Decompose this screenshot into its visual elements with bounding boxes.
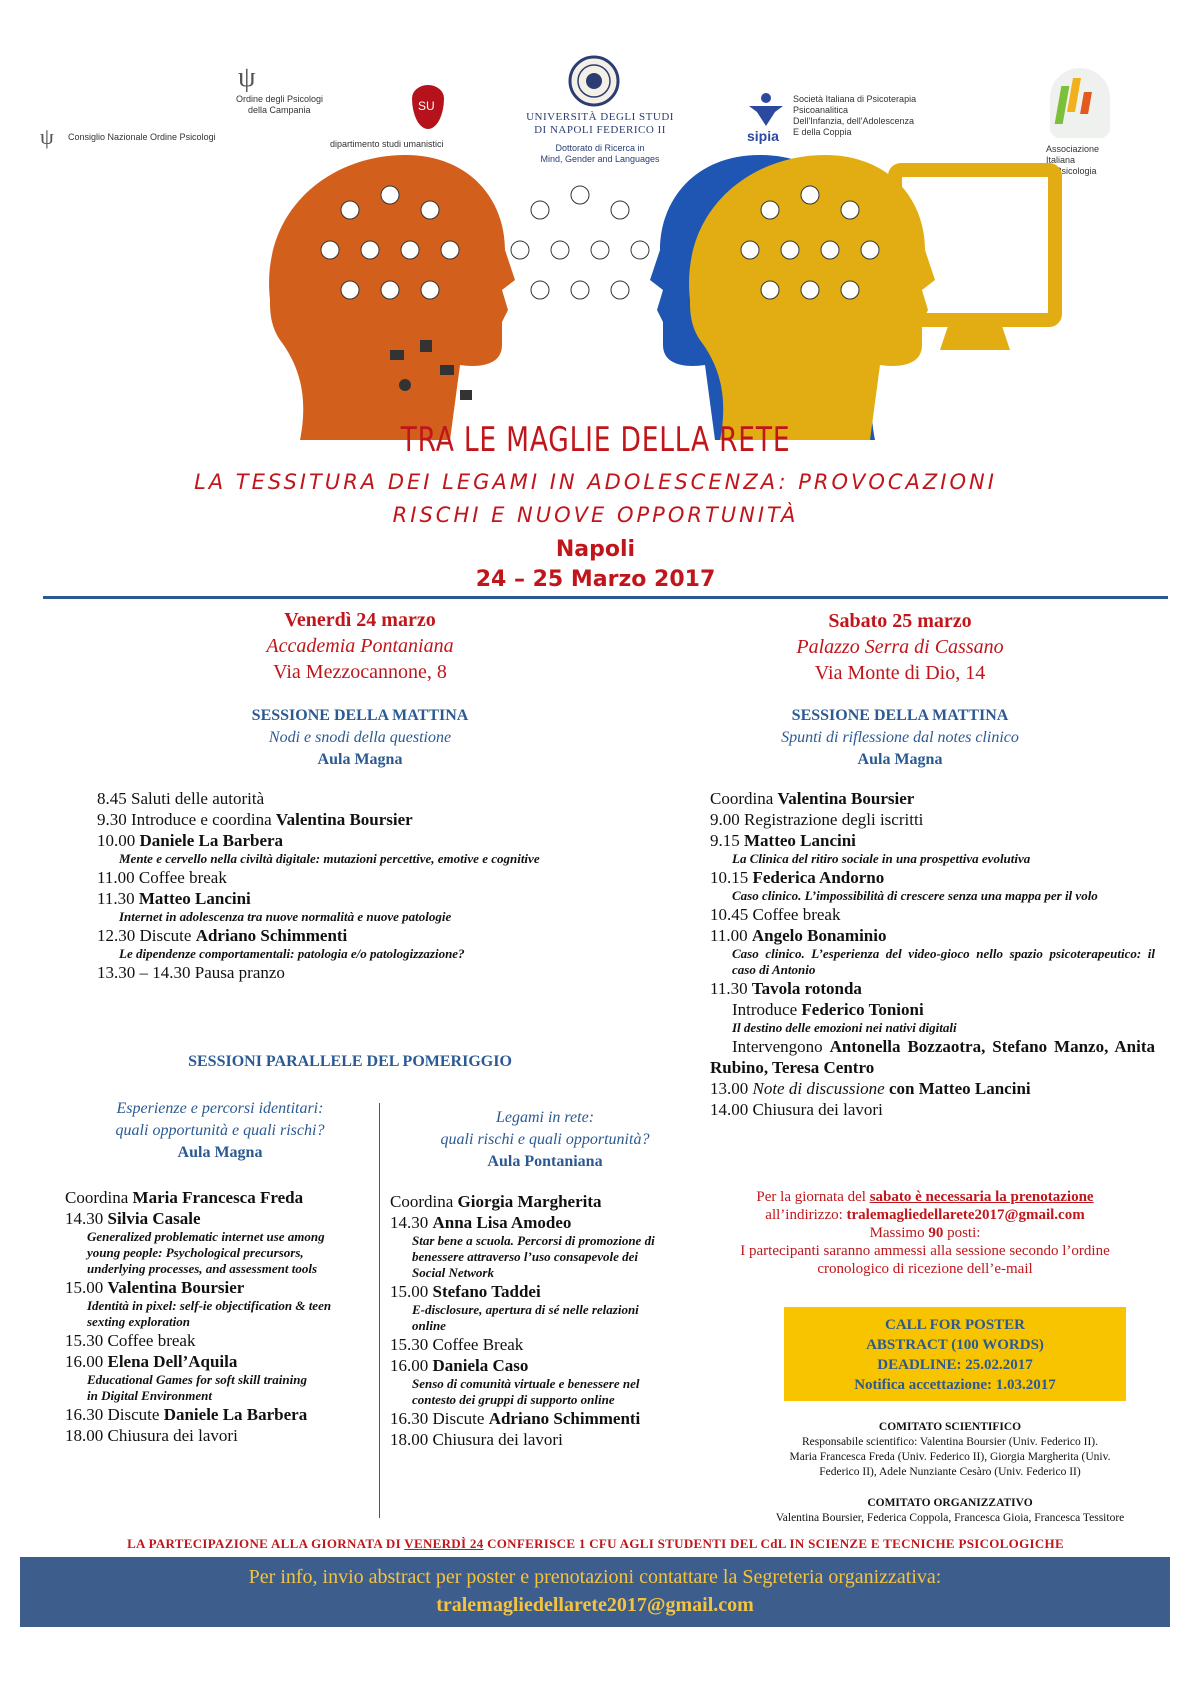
- scientific-committee: [730, 1420, 1170, 1480]
- program-line: 9.00 Registrazione degli iscritti: [710, 810, 924, 829]
- program-line: 11.30 Tavola rotonda: [710, 979, 862, 998]
- program-line: 15.30 Coffee Break: [390, 1335, 524, 1354]
- event-subtitle-1: LA TESSITURA DEI LEGAMI IN ADOLESCENZA: PROVOCAZIONI: [194, 470, 997, 494]
- program-line: 15.00 Stefano Taddei: [390, 1282, 541, 1301]
- sipia-l1: Società Italiana di Psicoterapia: [793, 94, 917, 104]
- title-divider: [43, 596, 1168, 599]
- day1-morning-subtitle: Nodi e snodi della questione: [268, 729, 452, 746]
- unina-dottorato-l1: Dottorato di Ricerca in: [555, 143, 645, 153]
- talk-title: Caso clinico. L’impossibilità di crescere senza una mappa per il volo: [732, 888, 1098, 903]
- talk-title: E-disclosure, apertura di sé nelle relazioni online: [412, 1302, 639, 1333]
- program-line: 13.00 Note di discussione con Matteo Lancini: [710, 1079, 1031, 1098]
- poster-line-4: Notifica accettazione: 1.03.2017: [854, 1377, 1056, 1393]
- day1-address: Via Mezzocannone, 8: [273, 661, 447, 683]
- sipia-l4: E della Coppia: [793, 127, 852, 137]
- program-line: 15.00 Valentina Boursier: [65, 1278, 245, 1297]
- program-line: 16.30 Discute Adriano Schimmenti: [390, 1409, 641, 1428]
- program-line: 8.45 Saluti delle autorità: [97, 789, 265, 808]
- day1-header: [160, 607, 560, 685]
- right-session-title-1: Legami in rete:: [495, 1109, 595, 1126]
- org-line-1: Valentina Boursier, Federica Coppola, Francesca Gioia, Francesca Tessitore: [775, 1512, 1125, 1524]
- day2-morning-title: SESSIONE DELLA MATTINA: [791, 707, 1009, 724]
- booking-line-3: Massimo 90 posti:: [869, 1225, 981, 1241]
- heads-illustration: [240, 150, 1070, 450]
- afternoon-right-program: [390, 1191, 690, 1450]
- sipia-l2: Psicoanalitica: [793, 105, 849, 115]
- day2-program: [710, 788, 1155, 1120]
- program-line: 9.15 Matteo Lancini: [710, 831, 856, 850]
- program-line: Coordina Maria Francesca Freda: [65, 1188, 304, 1207]
- program-line: Coordina Giorgia Margherita: [390, 1192, 602, 1211]
- info-email[interactable]: tralemagliedellarete2017@gmail.com: [436, 1594, 754, 1616]
- psi-icon: ψ: [40, 124, 54, 149]
- booking-line-1: Per la giornata del sabato è necessaria la prenotazione: [756, 1189, 1094, 1205]
- sipia-abbr: sipia: [747, 128, 779, 144]
- day1-morning-header: [160, 705, 560, 771]
- program-line: 16.30 Discute Daniele La Barbera: [65, 1405, 308, 1424]
- event-title: TRA LE MAGLIE DELLA RETE: [400, 420, 791, 460]
- logo-dsu: [330, 85, 470, 155]
- left-session-title-2: quali opportunità e quali rischi?: [115, 1122, 325, 1139]
- logo-ordine-l1: Ordine degli Psicologi: [236, 94, 324, 104]
- booking-note: [690, 1188, 1160, 1278]
- aip-l2: Italiana: [1046, 155, 1076, 165]
- unina-name-l2: DI NAPOLI FEDERICO II: [534, 124, 666, 136]
- afternoon-left-program: [65, 1187, 383, 1446]
- booking-line-4: I partecipanti saranno ammessi alla sessione secondo l’ordine: [740, 1243, 1110, 1259]
- sipia-figure-icon: [745, 92, 787, 128]
- event-dates: 24 – 25 Marzo 2017: [475, 567, 716, 592]
- talk-title: Il destino delle emozioni nei nativi digitali: [732, 1020, 957, 1035]
- booking-email[interactable]: tralemagliedellarete2017@gmail.com: [846, 1207, 1085, 1223]
- program-line: 14.30 Silvia Casale: [65, 1209, 201, 1228]
- day2-date: Sabato 25 marzo: [828, 610, 972, 632]
- sci-line-1: Responsabile scientifico: Valentina Boursier (Univ. Federico II).: [801, 1436, 1099, 1448]
- day2-address: Via Monte di Dio, 14: [814, 662, 986, 684]
- talk-title: Senso di comunità virtuale e benessere nel contesto dei gruppi di supporto online: [412, 1376, 640, 1407]
- talk-title: Educational Games for soft skill training in Digital Environment: [87, 1372, 307, 1403]
- aip-l3: di Psicologia: [1046, 166, 1097, 176]
- talk-title: Identità in pixel: self-ie objectification & teen sexting exploration: [87, 1298, 332, 1329]
- poster-line-1: CALL FOR POSTER: [884, 1317, 1026, 1333]
- program-line: 11.00 Angelo Bonaminio: [710, 926, 887, 945]
- sipia-l3: Dell'Infanzia, dell'Adolescenza: [793, 116, 915, 126]
- day2-morning-subtitle: Spunti di riflessione dal notes clinico: [781, 729, 1019, 746]
- unina-seal-icon: [568, 55, 620, 107]
- talk-title: Star bene a scuola. Percorsi di promozione di benessere attraverso l’uso consapevole dei Social Network: [412, 1233, 655, 1280]
- program-line: 9.30 Introduce e coordina Valentina Boursier: [97, 810, 413, 829]
- program-line: 12.30 Discute Adriano Schimmenti: [97, 926, 348, 945]
- program-line: 11.00 Coffee break: [97, 868, 227, 887]
- day1-morning-title: SESSIONE DELLA MATTINA: [251, 707, 469, 724]
- org-title: COMITATO ORGANIZZATIVO: [867, 1497, 1033, 1509]
- sci-line-2: Maria Francesca Freda (Univ. Federico II), Giorgia Margherita (Univ.: [789, 1451, 1111, 1463]
- psi-icon: ψ: [238, 62, 256, 93]
- event-subtitle-2: RISCHI E NUOVE OPPORTUNITÀ: [392, 503, 799, 527]
- talk-title: Generalized problematic internet use among young people: Psychological precursors, underlying processes, and assessment tools: [87, 1229, 325, 1276]
- day2-venue: Palazzo Serra di Cassano: [796, 636, 1004, 658]
- program-line: 10.45 Coffee break: [710, 905, 841, 924]
- talk-title: La Clinica del ritiro sociale in una prospettiva evolutiva: [732, 851, 1031, 866]
- left-session-title-1: Esperienze e percorsi identitari:: [116, 1100, 324, 1117]
- booking-line-5: cronologico di ricezione dell’e-mail: [817, 1261, 1033, 1277]
- program-line: 16.00 Elena Dell’Aquila: [65, 1352, 238, 1371]
- program-line: 14.30 Anna Lisa Amodeo: [390, 1213, 572, 1232]
- program-line: 13.30 – 14.30 Pausa pranzo: [97, 963, 285, 982]
- afternoon-title: SESSIONI PARALLELE DEL POMERIGGIO: [188, 1053, 512, 1070]
- talk-title: Mente e cervello nella civiltà digitale: mutazioni percettive, emotive e cognitive: [119, 851, 540, 866]
- talk-title: Le dipendenze comportamentali: patologia e/o patologizzazione?: [119, 946, 465, 961]
- sci-title: COMITATO SCIENTIFICO: [878, 1421, 1022, 1433]
- right-session-title-2: quali rischi e quali opportunità?: [440, 1131, 650, 1148]
- aip-l1: Associazione: [1046, 144, 1100, 154]
- program-line: 10.00 Daniele La Barbera: [97, 831, 284, 850]
- dsu-badge-text: SU: [418, 99, 435, 113]
- call-for-poster-box: [784, 1307, 1126, 1401]
- program-line: Coordina Valentina Boursier: [710, 789, 915, 808]
- day2-morning-room: Aula Magna: [857, 751, 943, 768]
- program-line: 10.15 Federica Andorno: [710, 868, 885, 887]
- program-line: 15.30 Coffee break: [65, 1331, 196, 1350]
- booking-line-2: all’indirizzo: tralemagliedellarete2017@gmail.com: [765, 1207, 1085, 1223]
- logo-dsu-text: dipartimento studi umanistici: [330, 139, 444, 149]
- poster-line-2: ABSTRACT (100 WORDS): [866, 1337, 1044, 1353]
- logo-sipia: [745, 92, 945, 152]
- day1-date: Venerdì 24 marzo: [284, 609, 436, 631]
- sci-line-3: Federico II), Adele Nunziante Cesàro (Univ. Federico II): [819, 1466, 1081, 1478]
- talk-title: Internet in adolescenza tra nuove normalità e nuove patologie: [119, 909, 452, 924]
- program-line: 18.00 Chiusura dei lavori: [65, 1426, 238, 1445]
- day1-venue: Accademia Pontaniana: [266, 635, 454, 657]
- logo-cnop: [40, 124, 240, 149]
- right-session-room: Aula Pontaniana: [487, 1153, 603, 1170]
- unina-name-l1: UNIVERSITÀ DEGLI STUDI: [526, 111, 674, 123]
- logo-cnop-text: Consiglio Nazionale Ordine Psicologi: [68, 132, 216, 142]
- day1-morning-program: [97, 788, 597, 983]
- info-text: Per info, invio abstract per poster e prenotazioni contattare la Segreteria organizzativa:: [248, 1566, 942, 1588]
- program-line: 16.00 Daniela Caso: [390, 1356, 529, 1375]
- program-line: 11.30 Matteo Lancini: [97, 889, 251, 908]
- intervengono-line: Intervengono Antonella Bozzaotra, Stefano Manzo, Anita Rubino, Teresa Centro: [710, 1037, 1156, 1077]
- day1-morning-room: Aula Magna: [317, 751, 403, 768]
- day2-header: [700, 608, 1100, 686]
- unina-dottorato-l2: Mind, Gender and Languages: [540, 154, 660, 164]
- program-line: 18.00 Chiusura dei lavori: [390, 1430, 563, 1449]
- poster-line-3: DEADLINE: 25.02.2017: [877, 1357, 1033, 1373]
- talk-title: Caso clinico. L’esperienza del video-gioco nello spazio psicoterapeutico: il caso di Antonio: [732, 946, 1155, 977]
- logo-ordine-l2: della Campania: [248, 105, 311, 115]
- left-session-room: Aula Magna: [177, 1144, 263, 1161]
- afternoon-left-header: [70, 1098, 370, 1164]
- org-committee: [730, 1496, 1170, 1526]
- info-banner: [20, 1557, 1170, 1627]
- event-city: Napoli: [555, 537, 636, 562]
- introduce-line: Introduce Federico Tonioni: [732, 1000, 924, 1019]
- cfu-note: LA PARTECIPAZIONE ALLA GIORNATA DI VENERDÌ 24 CONFERISCE 1 CFU AGLI STUDENTI DEL CdL IN SCIENZE E TECNICHE PSICOLOGICHE: [127, 1536, 1064, 1551]
- program-line: 14.00 Chiusura dei lavori: [710, 1100, 883, 1119]
- afternoon-right-header: [390, 1107, 700, 1173]
- day2-morning-header: [700, 705, 1100, 771]
